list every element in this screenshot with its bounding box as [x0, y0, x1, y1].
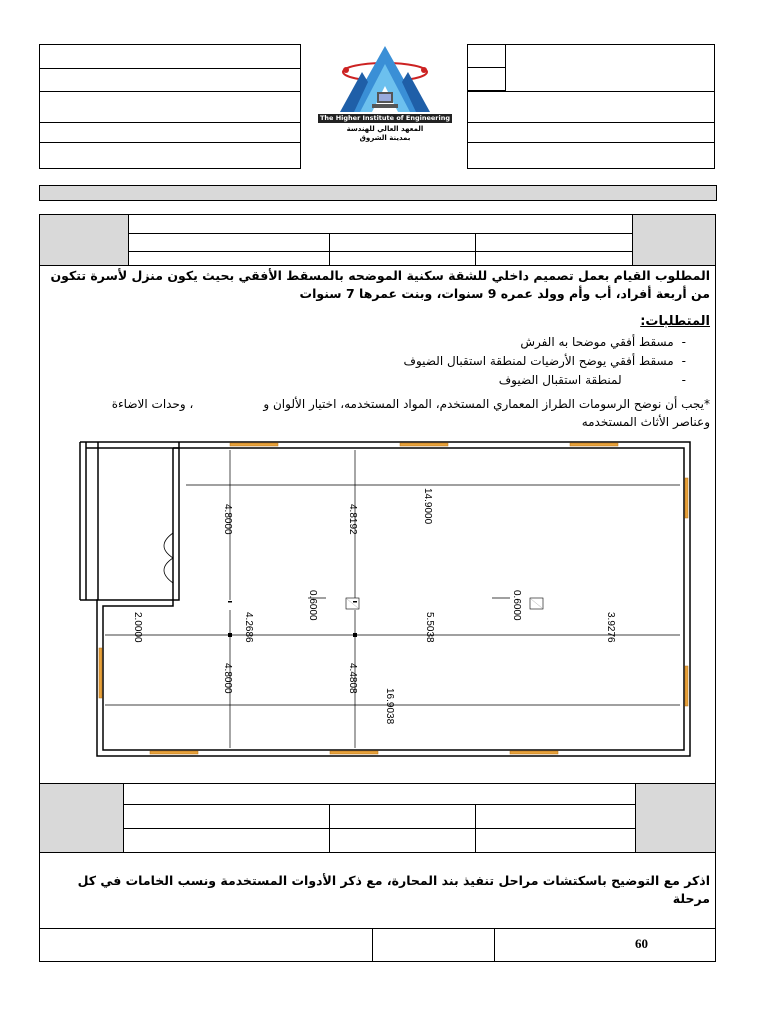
header-right-row	[468, 91, 714, 123]
dim-left-lower-height: 4.8000	[222, 663, 233, 694]
divider	[40, 852, 716, 853]
logo-banner-text: The Higher Institute of Engineering	[320, 114, 450, 122]
dim-col2-width: 0.6000	[511, 590, 522, 621]
requirement-item: -مسقط أفقي موضحا به الفرش	[520, 335, 686, 349]
requirement-item: -مسقط أفقي يوضح الأرضيات لمنطقة استقبال الضيوف	[403, 354, 686, 368]
floor-plan-drawing	[40, 438, 716, 783]
note-line-2: وعناصر الأثاث المستخدمه	[581, 415, 710, 429]
requirement-text: مسقط أفقي موضحا به الفرش	[520, 335, 674, 349]
note-line-1	[46, 395, 710, 414]
header-left-row	[40, 122, 300, 143]
assignment-intro: المطلوب القيام بعمل تصميم داخلي للشقة سكنية الموضحه بالمسقط الأفقي بحيث يكون منزل لأسرة تتكون من أربعة أفراد، أب وأم وولد عمره 9 سنوات، وبنت عمرها 7 سنوات	[50, 268, 710, 301]
footer-table	[39, 928, 716, 962]
requirement-text: لمنطقة استقبال الضيوف	[498, 373, 622, 387]
info-gray-left	[40, 215, 129, 265]
requirement-item: -لمنطقة استقبال الضيوف	[498, 373, 686, 387]
header-left-row	[40, 91, 300, 123]
title-strip	[39, 185, 717, 201]
question-2-text: اذكر مع التوضيح باسكتشات مراحل تنفيذ بند المحارة، مع ذكر الأدوات المستخدمة ونسب الخامات في كل مرحلة	[77, 873, 710, 906]
dim-mid-segment1: 4.2686	[243, 612, 254, 643]
institute-logo	[310, 42, 460, 142]
info2-gray-left	[40, 784, 124, 852]
info2-gray-right	[635, 784, 715, 852]
dim-left-upper-height: 4.8000	[222, 504, 233, 535]
dim-right-segment: 3.9276	[605, 612, 616, 643]
dim-col1-width: 0.6000	[307, 590, 318, 621]
header-left-row	[40, 45, 300, 69]
dim-mid-upper-height: 4.8192	[347, 504, 358, 535]
info-table-1	[129, 215, 632, 265]
header-right-table	[467, 44, 715, 169]
dim-top-length: 14.9000	[422, 488, 433, 525]
header-left-table	[39, 44, 301, 169]
divider	[40, 265, 716, 266]
header-left-row	[40, 68, 300, 92]
header-right-row	[468, 122, 714, 143]
info-table-2	[124, 784, 635, 852]
note-part-2: ، وحدات الاضاءة	[111, 397, 194, 411]
requirement-text: مسقط أفقي يوضح الأرضيات لمنطقة استقبال الضيوف	[403, 354, 674, 368]
page-number: 60	[635, 936, 648, 951]
info-gray-right	[632, 215, 715, 265]
floor-plan	[40, 438, 716, 783]
header-right-cell	[468, 68, 506, 91]
logo-arabic-line1: المعهد العالي للهندسة	[346, 125, 424, 133]
dim-mid-segment2: 5.5038	[424, 612, 435, 643]
dim-bottom-length: 16.9038	[384, 688, 395, 725]
dim-left-segment: 2.0000	[132, 612, 143, 643]
logo-arabic-line2: بمدينة الشروق	[359, 134, 411, 142]
header-right-cell	[468, 45, 506, 68]
requirements-title: المتطلبات:	[640, 314, 710, 329]
note-part-1: *يجب أن نوضح الرسومات الطراز المعماري المستخدم، المواد المستخدمه، اختيار الألوان و	[263, 397, 710, 411]
dim-mid-lower-height: 4.4808	[347, 663, 358, 694]
